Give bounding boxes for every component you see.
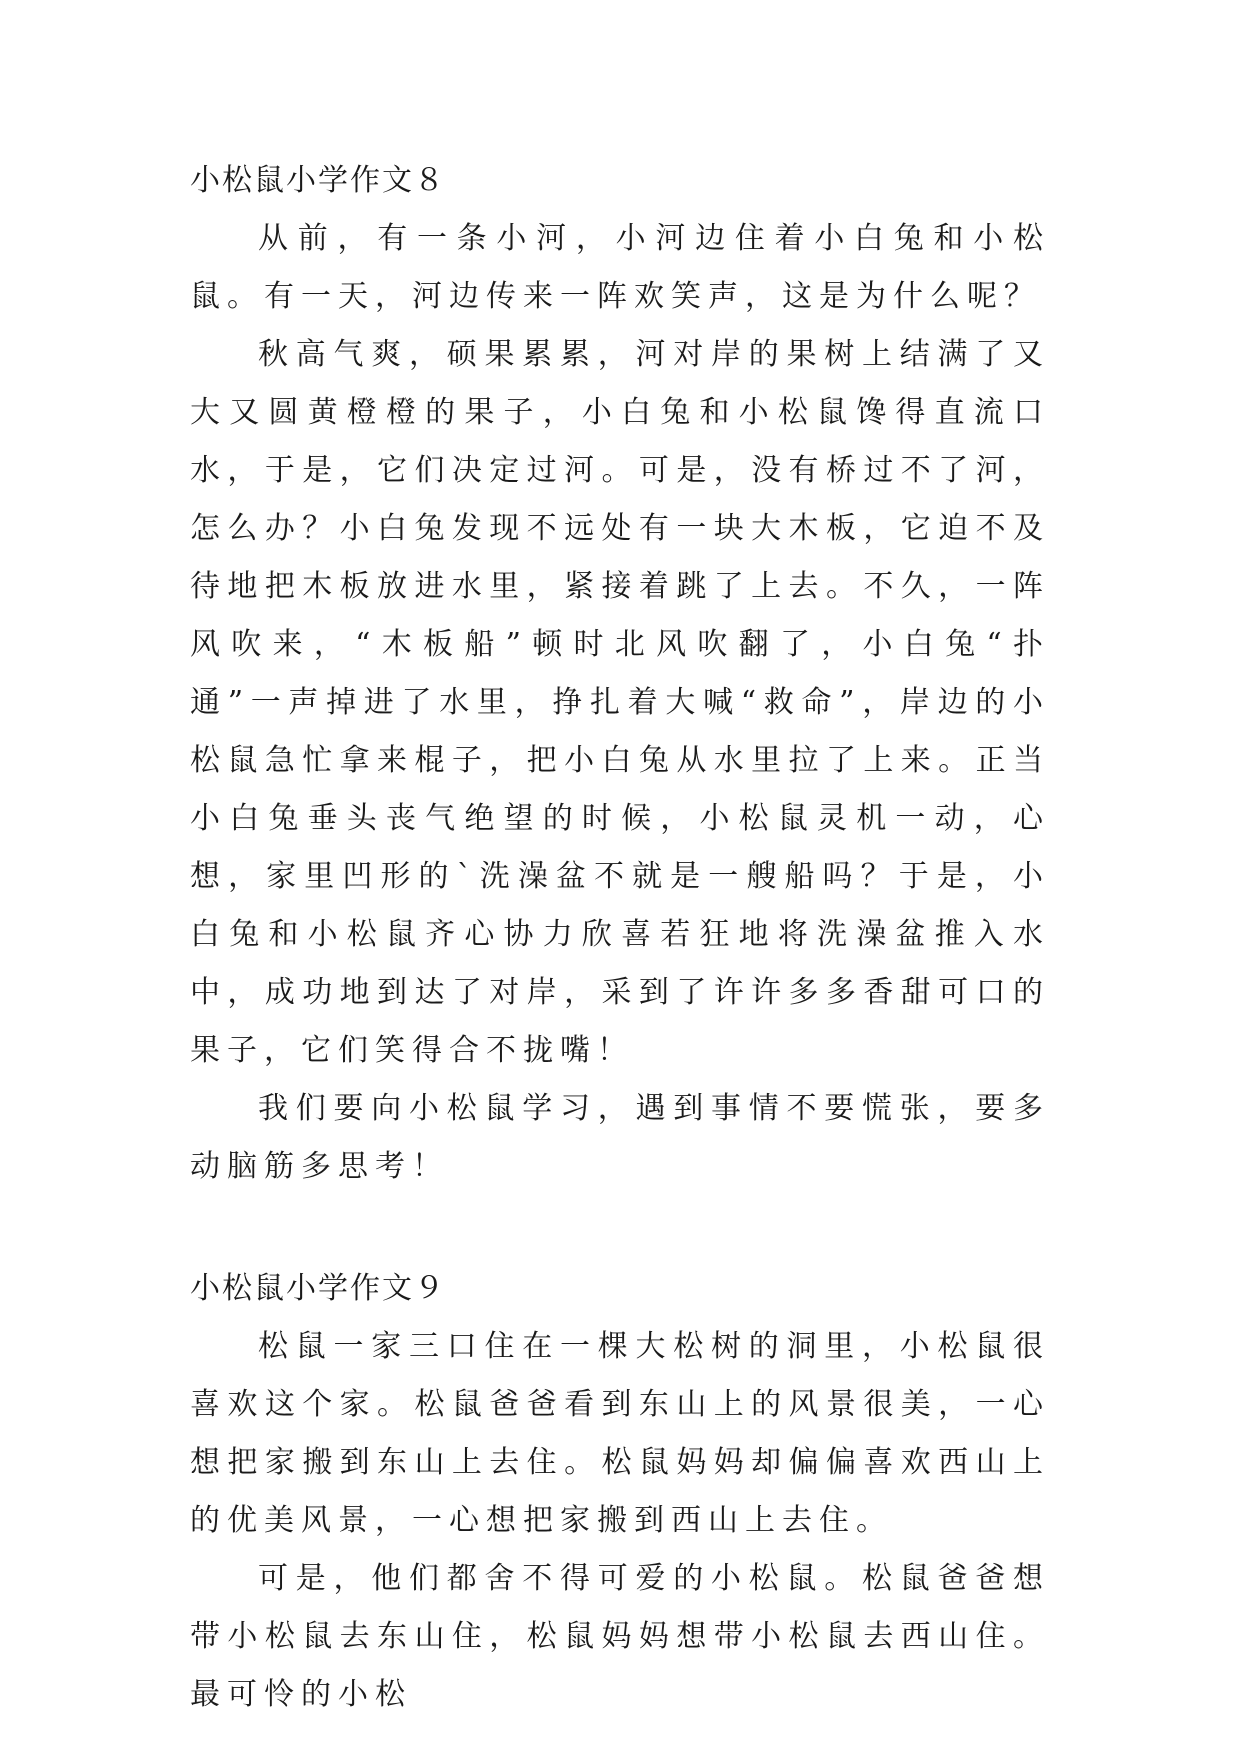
essay-title: 小松鼠小学作文８ [190,163,446,198]
essay-8 [190,152,1050,1196]
essay-paragraph: 秋高气爽，硕果累累，河对岸的果树上结满了又大又圆黄橙橙的果子，小白兔和小松鼠馋得直流口水，于是，它们决定过河。可是，没有桥过不了河，怎么办？小白兔发现不远处有一块大木板，它迫不及待地把木板放进水里，紧接着跳了上去。不久，一阵风吹来，“木板船”顿时北风吹翻了，小白兔“扑通”一声掉进了水里，挣扎着大喊“救命”，岸边的小松鼠急忙拿来棍子，把小白兔从水里拉了上来。正当小白兔垂头丧气绝望的时候，小松鼠灵机一动，心想，家里凹形的`洗澡盆不就是一艘船吗？于是，小白兔和小松鼠齐心协力欣喜若狂地将洗澡盆推入水中，成功地到达了对岸，采到了许许多多香甜可口的果子，它们笑得合不拢嘴！ [190,337,1050,1068]
essay-paragraph: 可是，他们都舍不得可爱的小松鼠。松鼠爸爸想带小松鼠去东山住，松鼠妈妈想带小松鼠去西山住。最可怜的小松 [190,1561,1050,1712]
essay-9 [190,1260,1050,1724]
essay-paragraph: 从前，有一条小河，小河边住着小白兔和小松鼠。有一天，河边传来一阵欢笑声，这是为什么呢？ [190,221,1050,314]
essay-paragraph: 我们要向小松鼠学习，遇到事情不要慌张，要多动脑筋多思考！ [190,1091,1050,1184]
essay-title: 小松鼠小学作文９ [190,1271,446,1306]
document-page [190,152,1050,1724]
essay-paragraph: 松鼠一家三口住在一棵大松树的洞里，小松鼠很喜欢这个家。松鼠爸爸看到东山上的风景很美，一心想把家搬到东山上去住。松鼠妈妈却偏偏喜欢西山上的优美风景，一心想把家搬到西山上去住。 [190,1329,1050,1538]
